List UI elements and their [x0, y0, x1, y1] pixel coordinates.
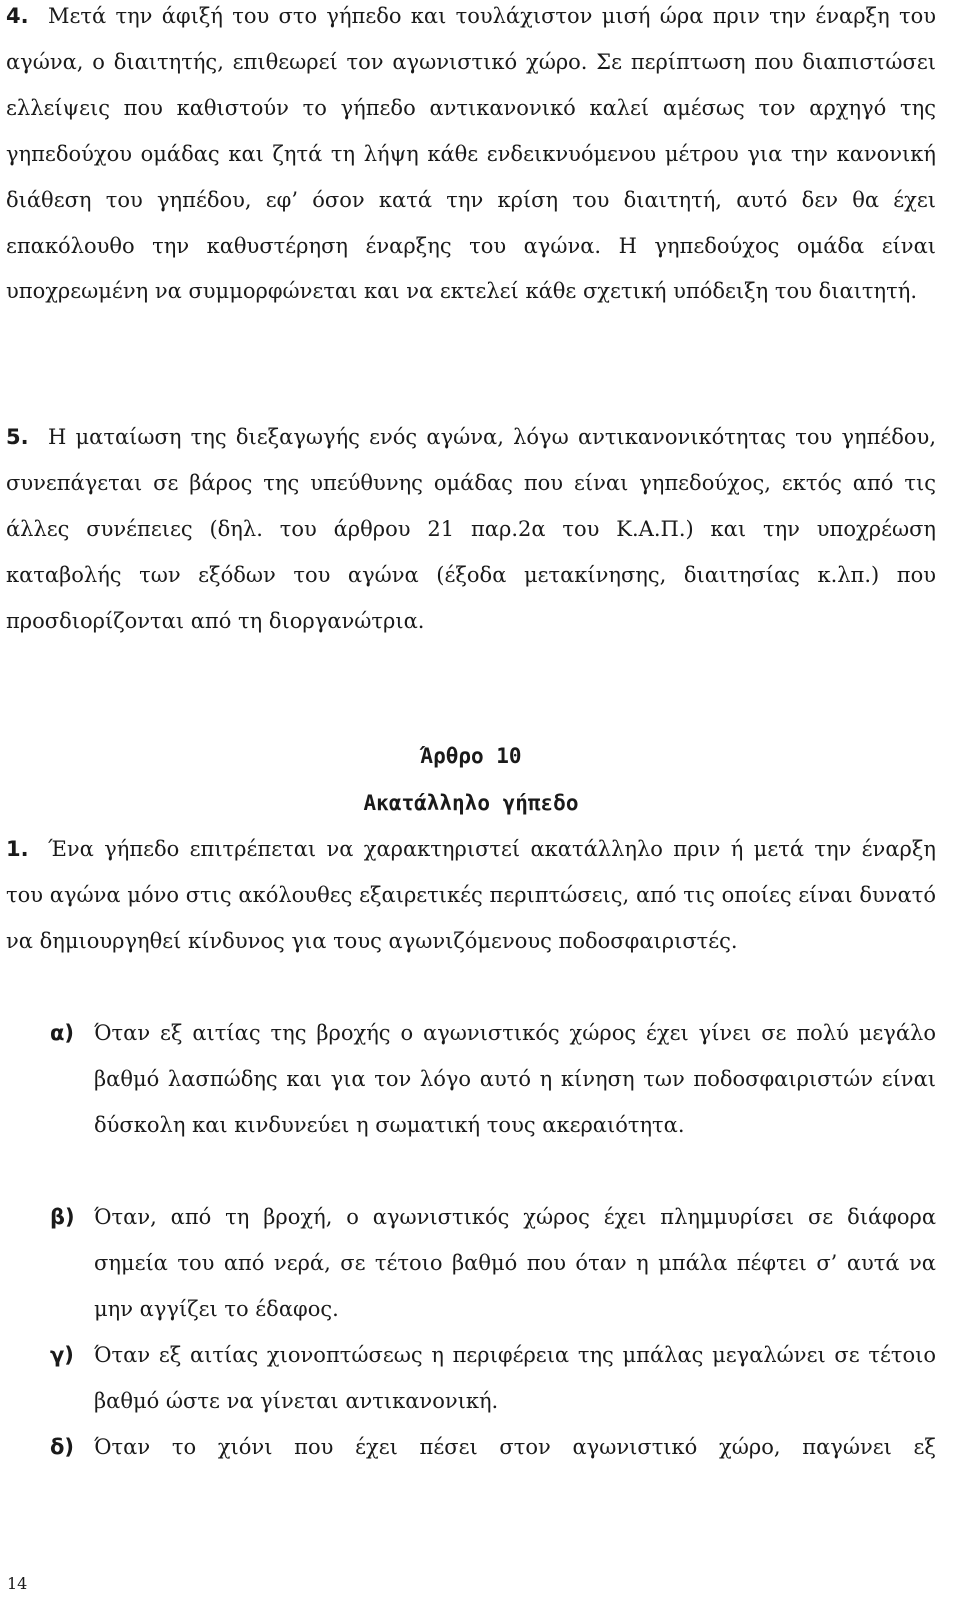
article-paragraph-1 [6, 827, 936, 965]
paragraph-text: Ένα γήπεδο επιτρέπεται να χαρακτηριστεί ακατάλληλο πριν ή μετά την έναρξη του αγώνα μόνο στις ακόλουθες εξαιρετικές περιπτώσεις, από τις οποίες είναι δυνατό να δημιουργηθεί κίνδυνος για τους αγωνιζόμενους ποδοσφαιριστές. [6, 837, 936, 953]
article-title: Άρθρο 10 [420, 744, 522, 768]
list-item-beta [50, 1195, 936, 1333]
page-number: 14 [7, 1574, 28, 1593]
paragraph-number: 4. [6, 4, 29, 28]
list-item-text: Όταν το χιόνι που έχει πέσει στον αγωνιστικό χώρο, παγώνει εξ [94, 1435, 936, 1459]
paragraph-number: 5. [6, 425, 29, 449]
list-item-text: Όταν εξ αιτίας χιονοπτώσεως η περιφέρεια της μπάλας μεγαλώνει σε τέτοιο βαθμό ώστε να γίνεται αντικανονική. [94, 1343, 936, 1413]
paragraph-5 [6, 415, 936, 645]
list-marker: β) [50, 1205, 75, 1229]
list-item-text: Όταν, από τη βροχή, ο αγωνιστικός χώρος έχει πλημμυρίσει σε διάφορα σημεία του από νερά, σε τέτοιο βαθμό που όταν η μπάλα πέφτει σ’ αυτά να μην αγγίζει το έδαφος. [94, 1205, 936, 1321]
list-item-alpha [50, 1011, 936, 1149]
paragraph-4 [6, 0, 936, 315]
paragraph-number: 1. [6, 837, 29, 861]
list-marker: δ) [50, 1435, 75, 1459]
list-item-gamma [50, 1333, 936, 1425]
list-marker: α) [50, 1021, 75, 1045]
list-item-text: Όταν εξ αιτίας της βροχής ο αγωνιστικός χώρος έχει γίνει σε πολύ μεγάλο βαθμό λασπώδης και για τον λόγο αυτό η κίνηση των ποδοσφαιριστών είναι δύσκολη και κινδυνεύει η σωματική τους ακεραιότητα. [94, 1021, 936, 1137]
list-marker: γ) [50, 1343, 74, 1367]
article-subtitle: Ακατάλληλο γήπεδο [363, 791, 579, 815]
list-item-delta [50, 1425, 936, 1471]
paragraph-text: Μετά την άφιξή του στο γήπεδο και τουλάχιστον μισή ώρα πριν την έναρξη του αγώνα, ο διαιτητής, επιθεωρεί τον αγωνιστικό χώρο. Σε περίπτωση που διαπιστώσει ελλείψεις που καθιστούν το γήπεδο αντικανονικό καλεί αμέσως τον αρχηγό της γηπεδούχου ομάδας και ζητά τη λήψη κάθε ενδεικνυόμενου μέτρου για την κανονική διάθεση του γηπέδου, εφ’ όσον κατά την κρίση του διαιτητή, αυτό δεν θα έχει επακόλουθο την καθυστέρηση έναρξης του αγώνα. Η γηπεδούχος ομάδα είναι υποχρεωμένη να συμμορφώνεται και να εκτελεί κάθε σχετική υπόδειξη του διαιτητή. [6, 4, 936, 304]
paragraph-text: Η ματαίωση της διεξαγωγής ενός αγώνα, λόγω αντικανονικότητας του γηπέδου, συνεπάγεται σε βάρος της υπεύθυνης ομάδας που είναι γηπεδούχος, εκτός από τις άλλες συνέπειες (δηλ. του άρθρου 21 παρ.2α του Κ.Α.Π.) και την υποχρέωση καταβολής των εξόδων του αγώνα (έξοδα μετακίνησης, διαιτησίας κ.λπ.) που προσδιορίζονται από τη διοργανώτρια. [6, 425, 936, 633]
